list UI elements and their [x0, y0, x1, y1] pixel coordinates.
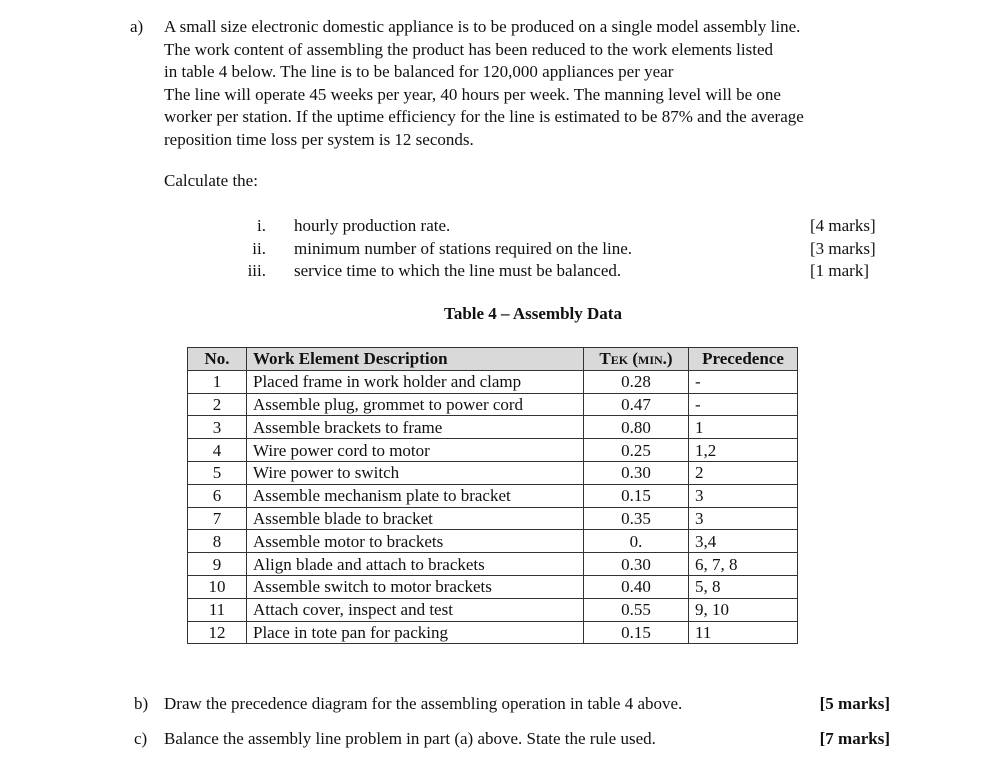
table-row	[188, 370, 798, 393]
cell-tek: 0.15	[584, 484, 689, 507]
table-header-row	[188, 348, 798, 371]
cell-description: Assemble mechanism plate to bracket	[247, 484, 584, 507]
table-row	[188, 461, 798, 484]
question-a-paragraph	[164, 16, 930, 152]
paragraph-line: in table 4 below. The line is to be balanced for 120,000 appliances per year	[164, 62, 674, 82]
cell-no: 7	[188, 507, 247, 530]
cell-precedence: 1	[689, 416, 798, 439]
cell-no: 11	[188, 598, 247, 621]
question-c-label: c)	[134, 729, 148, 748]
cell-description: Attach cover, inspect and test	[247, 598, 584, 621]
cell-no: 4	[188, 439, 247, 462]
table-row	[188, 484, 798, 507]
cell-no: 2	[188, 393, 247, 416]
cell-precedence: 3,4	[689, 530, 798, 553]
paragraph-line: worker per station. If the uptime efficiency for the line is estimated to be 87% and the average	[164, 107, 804, 127]
cell-tek: 0.30	[584, 461, 689, 484]
sub-question-number: iii.	[247, 261, 266, 281]
cell-no: 10	[188, 575, 247, 598]
sub-question-text: minimum number of stations required on the line.	[294, 238, 633, 258]
cell-precedence: 1,2	[689, 439, 798, 462]
sub-question-marks: [3 marks]	[810, 238, 876, 258]
cell-precedence: 6, 7, 8	[689, 553, 798, 576]
cell-precedence: 2	[689, 461, 798, 484]
sub-question-text: hourly production rate.	[294, 216, 451, 235]
paragraph-line: reposition time loss per system is 12 seconds.	[164, 129, 474, 149]
cell-tek: 0.	[584, 530, 689, 553]
cell-description: Placed frame in work holder and clamp	[247, 370, 584, 393]
header-tek: Tek (min.)	[584, 348, 689, 371]
cell-tek: 0.25	[584, 439, 689, 462]
table-row	[188, 598, 798, 621]
question-a-label: a)	[130, 17, 144, 36]
header-no: No.	[188, 348, 247, 371]
cell-precedence: 11	[689, 621, 798, 644]
cell-description: Place in tote pan for packing	[247, 621, 584, 644]
cell-tek: 0.40	[584, 575, 689, 598]
cell-description: Wire power to switch	[247, 461, 584, 484]
question-c-text: Balance the assembly line problem in part (a) above. State the rule used.	[164, 729, 656, 748]
cell-tek: 0.30	[584, 553, 689, 576]
cell-precedence: -	[689, 370, 798, 393]
question-a	[130, 16, 930, 152]
cell-no: 9	[188, 553, 247, 576]
cell-description: Assemble brackets to frame	[247, 416, 584, 439]
table-row	[188, 575, 798, 598]
cell-precedence: 3	[689, 484, 798, 507]
cell-tek: 0.80	[584, 416, 689, 439]
cell-description: Assemble motor to brackets	[247, 530, 584, 553]
cell-tek: 0.55	[584, 598, 689, 621]
question-b-marks: [5 marks]	[819, 694, 890, 713]
sub-question-list	[236, 216, 906, 284]
paragraph-line: A small size electronic domestic appliance is to be produced on a single model assembly line.	[164, 17, 801, 36]
assembly-data-table	[187, 347, 798, 644]
cell-precedence: 9, 10	[689, 598, 798, 621]
cell-no: 1	[188, 370, 247, 393]
table-row	[188, 507, 798, 530]
cell-precedence: 5, 8	[689, 575, 798, 598]
sub-question-number: i.	[257, 216, 266, 235]
cell-tek: 0.47	[584, 393, 689, 416]
cell-precedence: -	[689, 393, 798, 416]
cell-description: Align blade and attach to brackets	[247, 553, 584, 576]
cell-precedence: 3	[689, 507, 798, 530]
cell-no: 5	[188, 461, 247, 484]
paragraph-line: The line will operate 45 weeks per year, 40 hours per week. The manning level will be one	[164, 84, 781, 104]
cell-no: 8	[188, 530, 247, 553]
cell-tek: 0.35	[584, 507, 689, 530]
sub-question-number: ii.	[252, 238, 266, 258]
sub-question-text: service time to which the line must be balanced.	[294, 261, 622, 281]
question-c-marks: [7 marks]	[819, 729, 890, 748]
cell-tek: 0.15	[584, 621, 689, 644]
table-row	[188, 530, 798, 553]
table-caption: Table 4 – Assembly Data	[444, 304, 622, 323]
cell-no: 6	[188, 484, 247, 507]
cell-description: Assemble plug, grommet to power cord	[247, 393, 584, 416]
sub-question-item	[236, 261, 906, 284]
calculate-prompt: Calculate the:	[164, 171, 258, 190]
question-b-label: b)	[134, 694, 149, 713]
cell-tek: 0.28	[584, 370, 689, 393]
header-precedence: Precedence	[689, 348, 798, 371]
cell-no: 3	[188, 416, 247, 439]
header-description: Work Element Description	[247, 348, 584, 371]
question-b-text: Draw the precedence diagram for the assembling operation in table 4 above.	[164, 694, 683, 713]
cell-description: Wire power cord to motor	[247, 439, 584, 462]
paragraph-line: The work content of assembling the product has been reduced to the work elements listed	[164, 39, 773, 59]
table-row	[188, 393, 798, 416]
sub-question-marks: [1 mark]	[810, 261, 870, 281]
sub-question-marks: [4 marks]	[810, 216, 876, 235]
table-row	[188, 553, 798, 576]
table-row	[188, 416, 798, 439]
sub-question-item	[236, 239, 906, 262]
cell-no: 12	[188, 621, 247, 644]
sub-question-item	[236, 216, 906, 239]
table-row	[188, 439, 798, 462]
table-row	[188, 621, 798, 644]
cell-description: Assemble blade to bracket	[247, 507, 584, 530]
cell-description: Assemble switch to motor brackets	[247, 575, 584, 598]
